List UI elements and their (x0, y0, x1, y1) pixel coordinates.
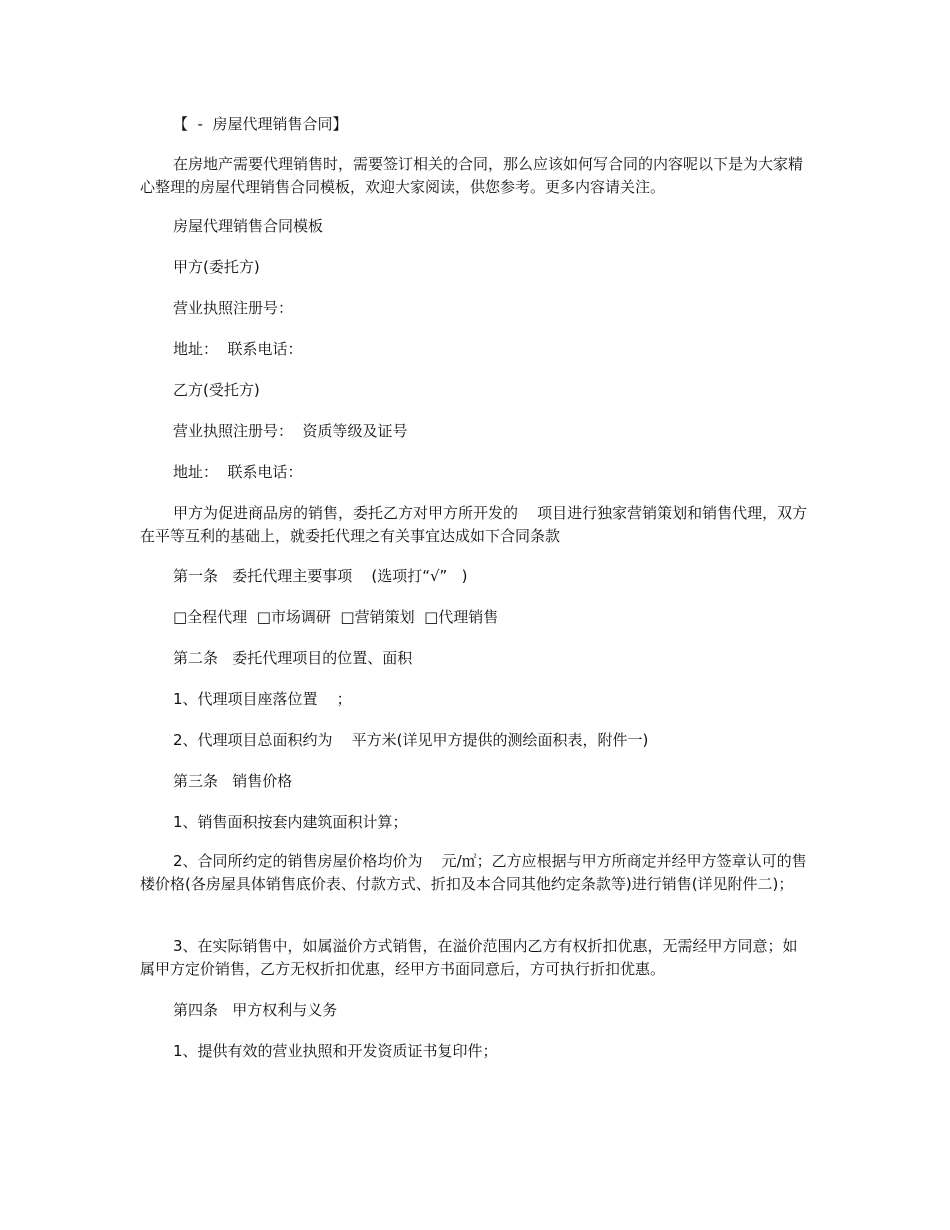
article-4-heading: 第四条 甲方权利与义务 (173, 1001, 338, 1019)
article-3-item-1: 1、销售面积按套内建筑面积计算； (173, 813, 408, 831)
article-3-heading: 第三条 销售价格 (173, 772, 293, 790)
article-1-heading: 第一条 委托代理主要事项 (选项打“√” ) (173, 567, 468, 585)
paragraph-purpose: 甲方为促进商品房的销售，委托乙方对甲方所开发的 项目进行独家营销策划和销售代理，双方在平等互利的基础上，就委托代理之有关事宜达成如下合同条款 (140, 504, 808, 545)
paragraph-party-a: 甲方(委托方) (173, 258, 260, 276)
paragraph-party-a-license: 营业执照注册号： (173, 299, 294, 317)
article-2-heading: 第二条 委托代理项目的位置、面积 (173, 649, 413, 667)
article-3-item-2: 2、合同所约定的销售房屋价格均价为 元/㎡；乙方应根据与甲方所商定并经甲方签章认可的售楼价格(各房屋具体销售底价表、付款方式、折扣及本合同其他约定条款等)进行销售(详见附件二)； (140, 852, 807, 893)
article-2-item-2: 2、代理项目总面积约为 平方米(详见甲方提供的测绘面积表，附件一) (173, 731, 649, 749)
paragraph-party-b-address: 地址： 联系电话： (173, 463, 303, 481)
article-2-item-1: 1、代理项目座落位置 ； (173, 690, 352, 708)
paragraph-template-title: 房屋代理销售合同模板 (173, 217, 324, 235)
article-4-item-1: 1、提供有效的营业执照和开发资质证书复印件； (173, 1042, 498, 1060)
article-3-item-3: 3、在实际销售中，如属溢价方式销售，在溢价范围内乙方有权折扣优惠，无需经甲方同意；如属甲方定价销售，乙方无权折扣优惠，经甲方书面同意后，方可执行折扣优惠。 (140, 937, 798, 978)
paragraph-party-b-license: 营业执照注册号： 资质等级及证号 (173, 422, 408, 440)
document-title: 【 - 房屋代理销售合同】 (173, 115, 348, 133)
agency-options: □全程代理 □市场调研 □营销策划 □代理销售 (173, 608, 499, 626)
paragraph-intro: 在房地产需要代理销售时，需要签订相关的合同，那么应该如何写合同的内容呢以下是为大家精心整理的房屋代理销售合同模板，欢迎大家阅读，供您参考。更多内容请关注。 (140, 155, 804, 196)
paragraph-party-b: 乙方(受托方) (173, 381, 260, 399)
paragraph-party-a-address: 地址： 联系电话： (173, 340, 303, 358)
